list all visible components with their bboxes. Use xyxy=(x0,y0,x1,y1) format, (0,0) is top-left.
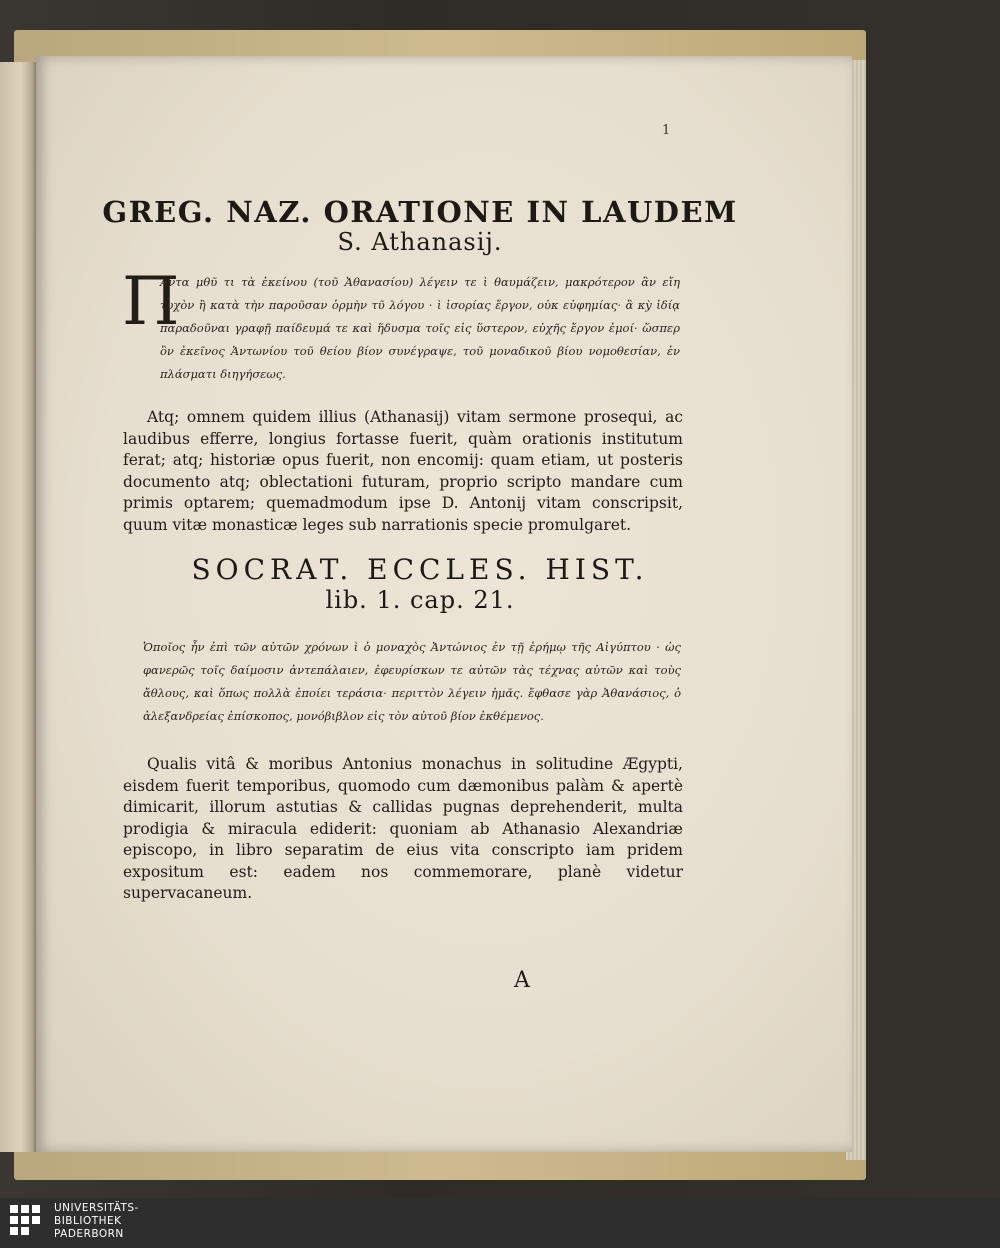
signature-mark: A xyxy=(514,968,530,993)
institution-name xyxy=(54,1202,139,1241)
heading-gregory-sub: S. Athanasij. xyxy=(337,228,503,256)
greek-passage-2: Ὁποῖος ἦν ἐπὶ τῶν αὐτῶν χρόνων ὶ ὁ μοναχὸς Ἀντώνιος ἐν τῇ ἐρήμῳ τῆς Αἰγύπτου · ὡς φανερῶς τοῖς δαίμοσιν ἀντεπάλαιεν, ἐφευρίσκων τε αὐτῶν τὰς τέχνας αὐτῶν καὶ τοὺς ἄθλους, καὶ ὅπως πολλὰ ἐποίει τεράσια· περιττὸν λέγειν ἡμᾶς. ἔφθασε γὰρ Ἀθανάσιος, ὁ ἀλεξανδρείας ἐπίσκοπος, μονόβιβλον εἰς τὸν αὐτοῦ βίον ἐκθέμενος. xyxy=(143,640,681,723)
folio-number: 1 xyxy=(662,123,671,138)
institution-line-2: BIBLIOTHEK xyxy=(54,1215,122,1227)
latin-passage-1: Atq; omnem quidem illius (Athanasij) vitam sermone prosequi, ac laudibus efferre, longius fortasse fuerit, quàm orationis institutum ferat; atq; historiæ opus fuerit, non encomij: quam etiam, ut posteris documento atq; oblectationi futuram, proprio scripto mandare cum primis optarem; quemadmodum ipse D. Antonij vitam conscripsit, quum vitæ monasticæ leges sub narrationis specie promulgaret. xyxy=(123,408,683,534)
institution-line-3: PADERBORN xyxy=(54,1228,124,1240)
institution-line-1: UNIVERSITÄTS- xyxy=(54,1202,139,1214)
heading-socrates: SOCRAT. ECCLES. HIST. xyxy=(191,553,649,586)
heading-gregory: GREG. NAZ. ORATIONE IN LAUDEM xyxy=(102,195,738,229)
greek-passage-1-text: Αντα μθῦ τι τὰ ἐκείνου (τοῦ Ἀθανασίου) λέγειν τε ὶ θαυμάζειν, μακρότερον ἂν εἴη τυχὸν ἢ κατὰ τὴν παροῦσαν ὁρμὴν τῦ λόγου · ὶ ἱσορίας ἔργον, οὐκ εὐφημίας· ἃ κỳ ἰδίᾳ παραδοῦναι γραφῇ παίδευμά τε καὶ ἥδυσμα τοῖς εἰς ὕστερον, εὐχῆς ἔργον ἐμοί· ὥσπερ ὃν ἐκεῖνος Ἀντωνίου τοῦ θείου βίον συνέγραψε, τοῦ μοναδικοῦ βίου νομοθεσίαν, ἐν πλάσματι διηγήσεως. xyxy=(160,275,680,381)
heading-socrates-sub: lib. 1. cap. 21. xyxy=(325,586,515,614)
institution-bar xyxy=(0,1198,1000,1248)
library-logo-icon xyxy=(8,1203,48,1243)
drop-capital: Π xyxy=(122,263,180,340)
left-page-edge xyxy=(0,62,39,1152)
greek-passage-1 xyxy=(120,263,680,386)
latin-passage-2: Qualis vitâ & moribus Antonius monachus in solitudine Ægypti, eisdem fuerit temporibus, quomodo cum dæmonibus palàm & apertè dimicarit, illorum astutias & callidas pugnas deprehenderit, multa prodigia & miracula ediderit: quoniam ab Athanasio Alexandriæ episcopo, in libro separatim de eius vita conscripto iam pridem expositum est: eadem nos commemorare, planè videtur supervacaneum. xyxy=(123,755,683,902)
